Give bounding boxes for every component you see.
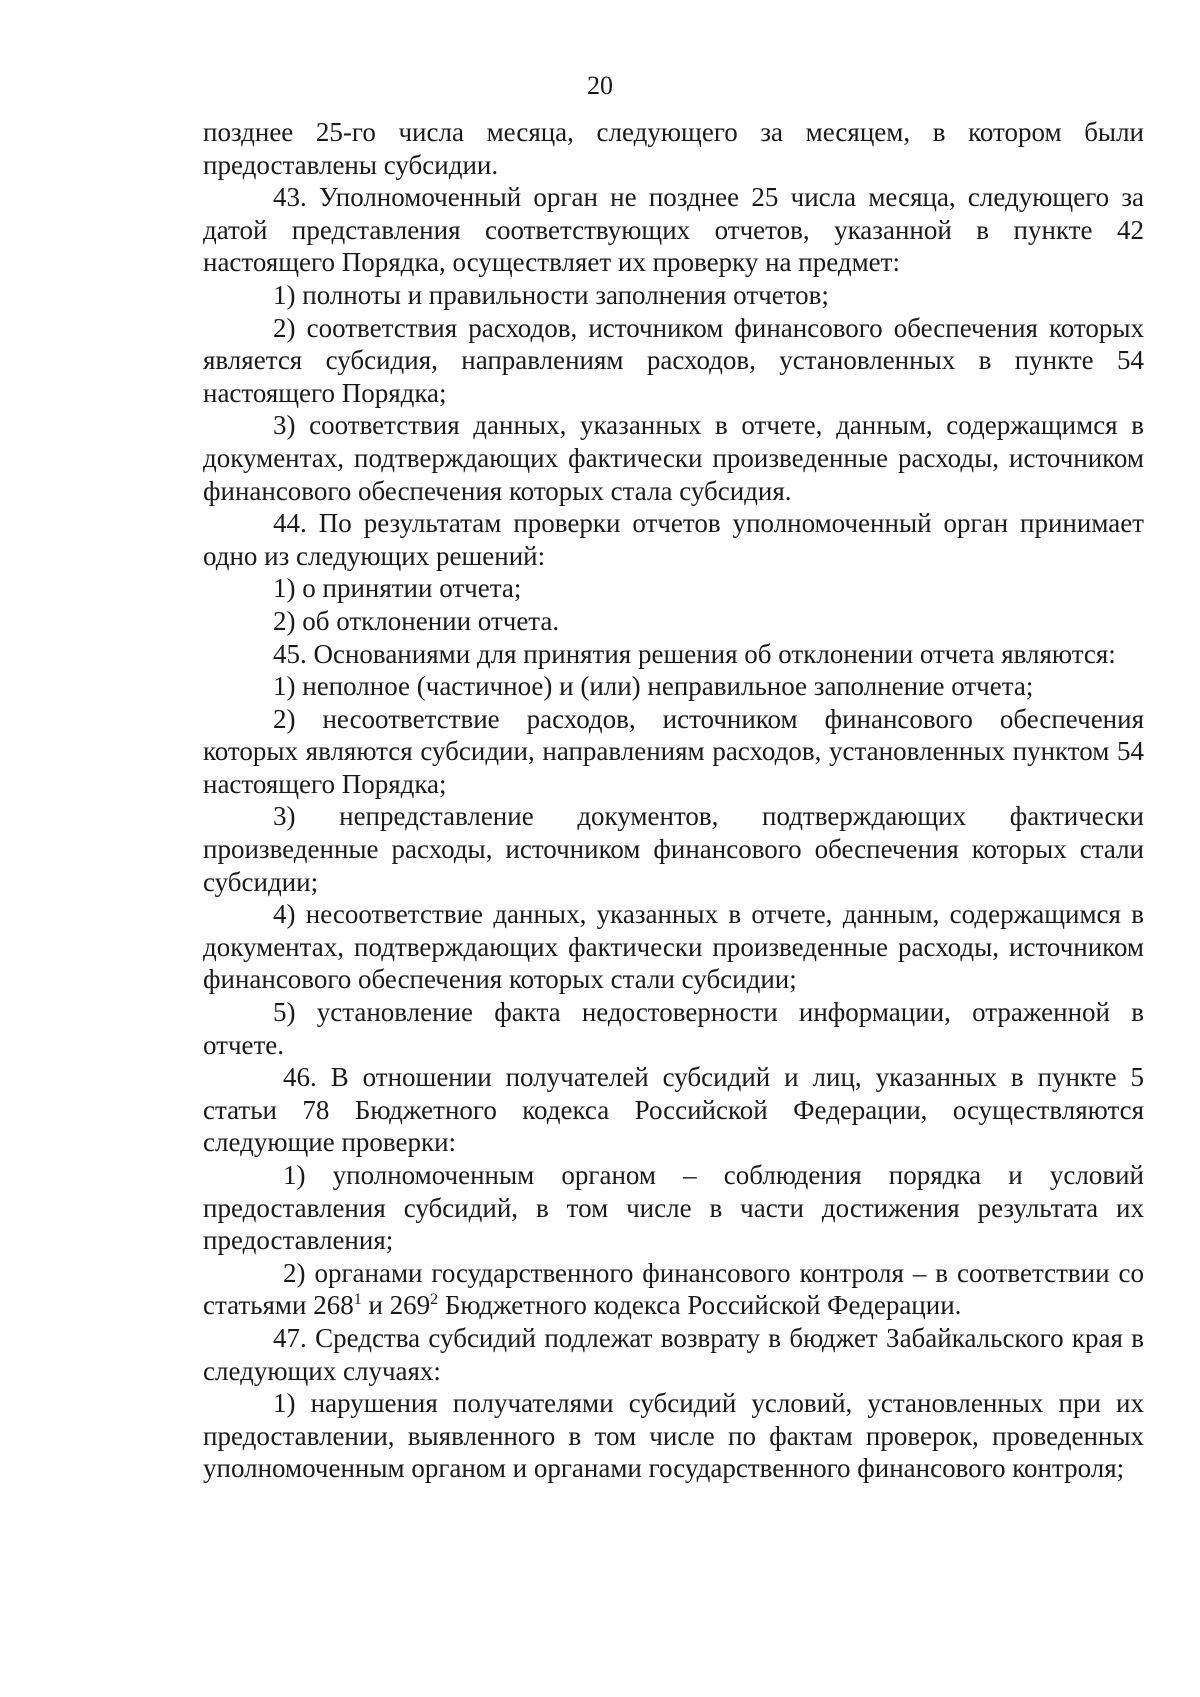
paragraph-43-item-1: 1) полноты и правильности заполнения отчетов; <box>273 279 829 310</box>
paragraph-46-item-2-part-1: 2) органами государственного финансового контроля – в соответствии со статьями 268 <box>203 1257 1144 1321</box>
paragraph-continuation: позднее 25-го числа месяца, следующего за месяцем, в котором были предоставлены субсидии. <box>203 117 1144 180</box>
paragraph-45: 45. Основаниями для принятия решения об отклонении отчета являются: <box>273 638 1116 669</box>
paragraph-47-item-1: 1) нарушения получателями субсидий условий, установленных при их предоставлении, выявленного в том числе по фактам проверок, проведенных уполномоченным органом и органами государственного финансового контроля; <box>203 1388 1144 1484</box>
paragraph-46-item-2-part-3: Бюджетного кодекса Российской Федерации. <box>438 1290 962 1321</box>
paragraph-46-item-2-part-2: и 269 <box>361 1290 431 1321</box>
paragraph-43-item-2: 2) соответствия расходов, источником финансового обеспечения которых является субсидия, направлениям расходов, установленных в пункте 54 настоящего Порядка; <box>203 312 1144 408</box>
paragraph-43: 43. Уполномоченный орган не позднее 25 числа месяца, следующего за датой представления соответствующих отчетов, указанной в пункте 42 настоящего Порядка, осуществляет их проверку на предмет: <box>203 182 1144 278</box>
paragraph-44-item-1: 1) о принятии отчета; <box>273 573 522 604</box>
paragraph-45-item-5: 5) установление факта недостоверности информации, отраженной в отчете. <box>203 997 1144 1060</box>
paragraph-46-item-2 <box>203 1257 1144 1322</box>
paragraph-45-item-3: 3) непредставление документов, подтверждающих фактически произведенные расходы, источником финансового обеспечения которых стали субсидии; <box>203 801 1144 897</box>
superscript-2: 2 <box>430 1291 439 1309</box>
paragraph-45-item-4: 4) несоответствие данных, указанных в отчете, данным, содержащимся в документах, подтверждающих фактически произведенные расходы, источником финансового обеспечения которых стали субсидии; <box>203 899 1144 995</box>
paragraph-45-item-1: 1) неполное (частичное) и (или) неправильное заполнение отчета; <box>273 671 1034 702</box>
paragraph-46-item-1: 1) уполномоченным органом – соблюдения порядка и условий предоставления субсидий, в том числе в части достижения результата их предоставления; <box>203 1160 1144 1256</box>
paragraph-44-item-2: 2) об отклонении отчета. <box>273 605 560 636</box>
paragraph-44: 44. По результатам проверки отчетов уполномоченный орган принимает одно из следующих решений: <box>203 508 1144 571</box>
paragraph-43-item-3: 3) соответствия данных, указанных в отчете, данным, содержащимся в документах, подтверждающих фактически произведенные расходы, источником финансового обеспечения которых стала субсидия. <box>203 410 1144 506</box>
superscript-1: 1 <box>353 1291 362 1309</box>
paragraph-46: 46. В отношении получателей субсидий и лиц, указанных в пункте 5 статьи 78 Бюджетного кодекса Российской Федерации, осуществляются следующие проверки: <box>203 1062 1144 1158</box>
paragraph-45-item-2: 2) несоответствие расходов, источником финансового обеспечения которых являются субсидии, направлениям расходов, установленных пунктом 54 настоящего Порядка; <box>203 703 1144 799</box>
paragraph-47: 47. Средства субсидий подлежат возврату в бюджет Забайкальского края в следующих случаях: <box>203 1322 1144 1386</box>
page-number: 20 <box>587 71 613 100</box>
document-body <box>203 116 1144 1485</box>
